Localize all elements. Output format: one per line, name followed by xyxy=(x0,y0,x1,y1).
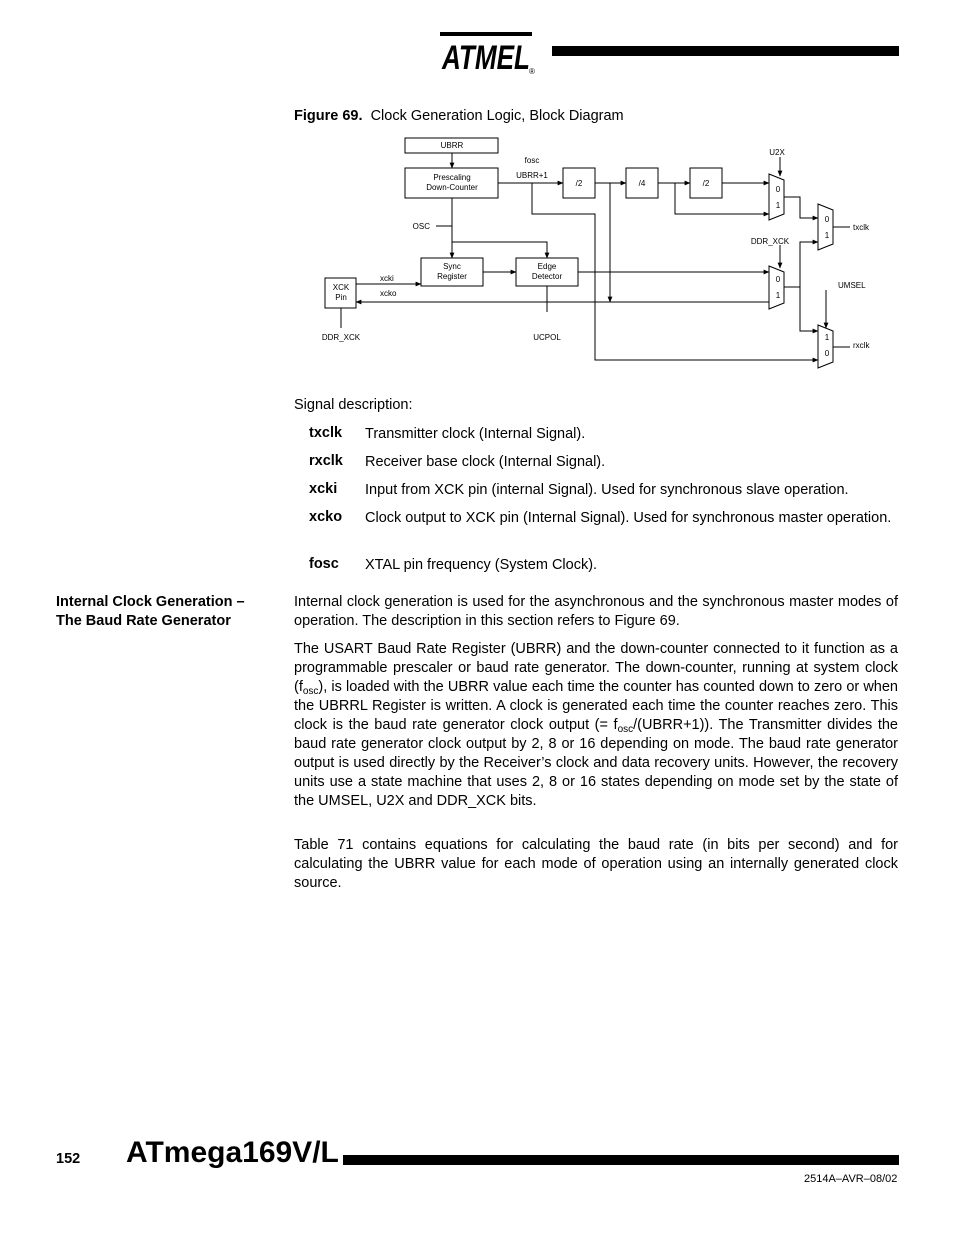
paragraph-2: The USART Baud Rate Register (UBRR) and the down-counter connected to it function as a programmable prescaler or baud rate generator. The down-counter, running at system clock $(f_{osc})$, is loaded with the UBRR value each time the counter has counted down to zero or when the UBRRL Register is written. A clock is generated each time the counter reaches zero. This clock is the baud rate generator clock output (= $f_{osc}/(UBRR+1)$). The Transmitter divides the baud rate generator clock output by 2, 8 or 16 depending on mode. The baud rate generator output is used directly by the Receiver’s clock and data recovery units. However, the recovery units use a state machine that uses 2, 8 or 16 states depending on mode set by the state of the UMSEL, U2X and DDR_XCK bits. xyxy=(294,641,898,809)
figure-title: Clock Generation Logic, Block Diagram xyxy=(370,108,624,124)
signal-desc-rxclk: Receiver base clock (Internal Signal). xyxy=(365,454,606,470)
svg-text:DDR_XCK: DDR_XCK xyxy=(321,333,361,342)
signal-desc-txclk: Transmitter clock (Internal Signal). xyxy=(365,426,586,442)
svg-text:U2X: U2X xyxy=(769,148,785,157)
section-heading-line-1: Internal Clock Generation – xyxy=(56,594,245,610)
svg-text:xcki: xcki xyxy=(380,274,394,283)
mux-ddr-xck xyxy=(769,266,784,309)
svg-text:DDR_XCK: DDR_XCK xyxy=(750,237,790,246)
svg-text:1: 1 xyxy=(775,201,781,210)
section-heading xyxy=(56,593,276,631)
svg-text:ATMEL: ATMEL xyxy=(441,39,530,77)
header-rule xyxy=(552,46,899,56)
atmel-logo xyxy=(438,28,540,78)
svg-text:0: 0 xyxy=(775,275,781,284)
mux-rxclk xyxy=(818,325,833,368)
paragraph-3: Table 71 contains equations for calculating the baud rate (in bits per second) and for calculating the UBRR value for each mode of operation using an internally generated clock source. xyxy=(294,837,898,891)
signal-desc-xcki: Input from XCK pin (internal Signal). Used for synchronous slave operation. xyxy=(365,482,849,498)
signal-term-txclk: txclk xyxy=(309,425,343,441)
svg-text:txclk: txclk xyxy=(853,223,869,232)
svg-text:/2: /2 xyxy=(575,179,583,188)
svg-text:UBRR+1: UBRR+1 xyxy=(516,171,548,180)
mux-u2x xyxy=(769,174,784,220)
svg-text:1: 1 xyxy=(775,291,781,300)
figure-label: Figure 69. xyxy=(294,108,363,124)
svg-text:UMSEL: UMSEL xyxy=(838,281,866,290)
signal-desc-xcko: Clock output to XCK pin (Internal Signal). Used for synchronous master operation. xyxy=(365,510,892,526)
svg-text:Register: Register xyxy=(437,272,467,281)
svg-text:UBRR: UBRR xyxy=(440,141,464,150)
section-heading-line-2: The Baud Rate Generator xyxy=(56,613,231,629)
svg-text:Edge: Edge xyxy=(537,262,557,271)
signal-desc-fosc: XTAL pin frequency (System Clock). xyxy=(365,557,598,573)
svg-text:Detector: Detector xyxy=(531,272,563,281)
svg-text:1: 1 xyxy=(824,231,830,240)
svg-text:/4: /4 xyxy=(638,179,646,188)
svg-text:Sync: Sync xyxy=(443,262,461,271)
clock-generation-diagram xyxy=(310,132,890,377)
svg-text:XCK: XCK xyxy=(332,283,350,292)
paragraph-1: Internal clock generation is used for the asynchronous and the synchronous master modes of operation. The description in this section refers to Figure 69. xyxy=(294,594,898,629)
svg-text:0: 0 xyxy=(824,349,830,358)
svg-text:fosc: fosc xyxy=(524,156,540,165)
page-number: 152 xyxy=(56,1151,81,1167)
svg-text:xcko: xcko xyxy=(380,289,397,298)
svg-text:®: ® xyxy=(529,67,535,76)
document-code: 2514A–AVR–08/02 xyxy=(804,1173,898,1185)
svg-text:0: 0 xyxy=(775,185,781,194)
figure-caption xyxy=(294,108,624,124)
svg-text:Prescaling: Prescaling xyxy=(433,173,471,182)
document-title: ATmega169V/L xyxy=(126,1136,339,1169)
signal-term-xcki: xcki xyxy=(309,481,338,497)
mux-txclk xyxy=(818,204,833,250)
signal-term-rxclk: rxclk xyxy=(309,453,343,469)
signal-term-xcko: xcko xyxy=(309,509,343,525)
svg-text:Pin: Pin xyxy=(335,293,347,302)
svg-text:Down-Counter: Down-Counter xyxy=(426,183,478,192)
signal-term-fosc: fosc xyxy=(309,556,339,572)
svg-text:OSC: OSC xyxy=(412,222,430,231)
footer-rule xyxy=(343,1155,899,1165)
svg-text:/2: /2 xyxy=(702,179,710,188)
svg-text:rxclk: rxclk xyxy=(853,341,870,350)
signal-description-heading: Signal description: xyxy=(294,397,413,413)
svg-text:1: 1 xyxy=(824,333,830,342)
svg-text:0: 0 xyxy=(824,215,830,224)
svg-text:UCPOL: UCPOL xyxy=(533,333,561,342)
